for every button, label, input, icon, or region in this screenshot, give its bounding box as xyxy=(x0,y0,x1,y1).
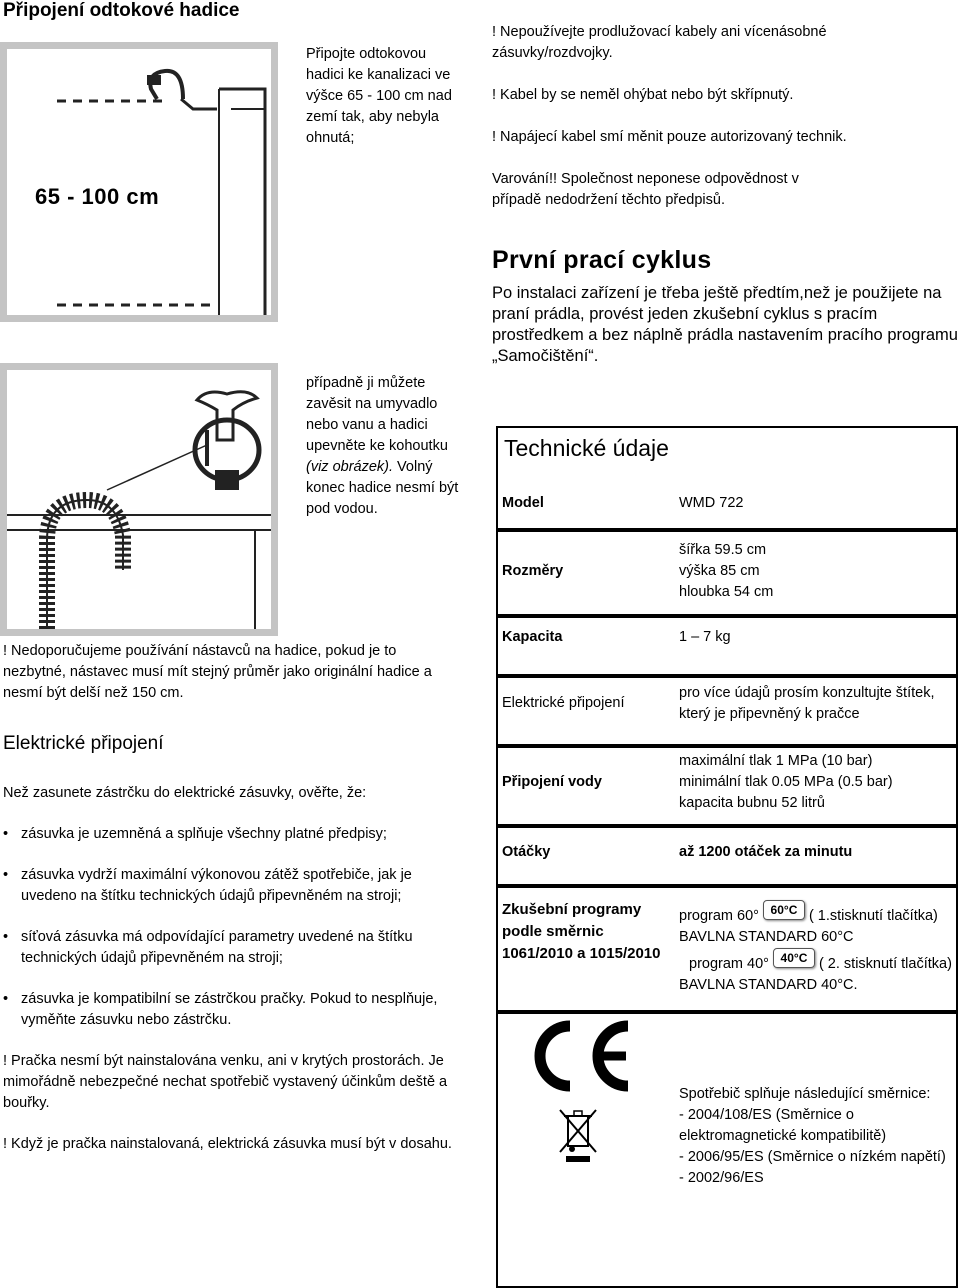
electrical-heading: Elektrické připojení xyxy=(3,733,164,754)
page-title: Připojení odtokové hadice xyxy=(3,0,240,21)
directive-emc: - 2004/108/ES (Směrnice o elektromagnetické kompatibilitě) xyxy=(679,1107,887,1144)
dims-values xyxy=(679,540,773,603)
tech-heading: Technické údaje xyxy=(504,435,669,461)
temp-40-icon: 40°C xyxy=(773,948,815,968)
test-programs xyxy=(679,903,954,996)
program-60-label: program 60° xyxy=(679,908,759,924)
directive-weee: - 2002/96/ES xyxy=(679,1170,764,1186)
hose-faucet-illustration xyxy=(7,370,271,629)
directive-lvd: - 2006/95/ES (Směrnice o nízkém napětí) xyxy=(679,1149,946,1165)
directives-intro: Spotřebič splňuje následující směrnice: xyxy=(679,1086,931,1102)
program-60-press: ( 1.stisknutí tlačítka) xyxy=(808,908,938,924)
checklist-item: • zásuvka vydrží maximální výkonovou zátěž spotřebiče, jak je uvedeno na štítku technických údajů připevněném na stroji; xyxy=(3,865,463,907)
tech-table xyxy=(496,426,958,1286)
ce-mark-graphic xyxy=(516,1018,636,1094)
checklist-item: • zásuvka je uzemněná a splňuje všechny platné předpisy; xyxy=(3,824,463,845)
first-cycle-heading: První prací cyklus xyxy=(492,246,712,274)
hose-instruction-2 xyxy=(306,373,466,520)
warning-item: ! Kabel by se neměl ohýbat nebo být skřípnutý. xyxy=(492,87,794,103)
spin-label: Otáčky xyxy=(502,844,551,860)
model-label: Model xyxy=(502,495,544,511)
capacity-value: 1 – 7 kg xyxy=(679,629,731,645)
elec-label: Elektrické připojení xyxy=(502,695,625,711)
warning-item: ! Napájecí kabel smí měnit pouze autorizovaný technik. xyxy=(492,129,847,145)
hose-instruction-2-ref: (viz obrázek). xyxy=(306,459,394,475)
water-label: Připojení vody xyxy=(502,774,602,790)
program-40-name: BAVLNA STANDARD 40°C. xyxy=(679,977,858,993)
weee-bin-icon xyxy=(558,1106,598,1171)
outdoor-warning: ! Pračka nesmí být nainstalována venku, ani v krytých prostorách. Je mimořádně nebezpečné nechat spotřebič vystavený účinkům deště a bouřky. xyxy=(3,1053,448,1111)
dims-width: šířka 59.5 cm xyxy=(679,542,767,558)
spin-value: až 1200 otáček za minutu xyxy=(679,844,853,860)
adapter-warning: ! Nedoporučujeme používání nástavců na hadice, pokud je to nezbytné, nástavec musí mít stejný průměr jako originální hadice a nesmí být delší než 150 cm. xyxy=(3,643,432,701)
electrical-intro: Než zasunete zástrčku do elektrické zásuvky, ověřte, že: xyxy=(3,785,367,801)
directives xyxy=(679,1084,949,1189)
first-cycle-text: Po instalaci zařízení je třeba ještě předtím,než je použijete na praní prádla, provést jeden zkušební cyklus s pracím prostředkem a bez náplně prádla nastavením pracího programu „Samočištění“. xyxy=(492,284,958,365)
dims-depth: hloubka 54 cm xyxy=(679,584,774,600)
disclaimer: Varování!! Společnost neponese odpovědnost v případě nedodržení těchto předpisů. xyxy=(492,171,799,208)
dims-height: výška 85 cm xyxy=(679,563,760,579)
electrical-checklist xyxy=(3,824,463,1051)
warning-item: ! Nepoužívejte prodlužovací kabely ani vícenásobné zásuvky/rozdvojky. xyxy=(492,24,827,61)
program-60 xyxy=(679,903,954,927)
program-60-name: BAVLNA STANDARD 60°C xyxy=(679,929,854,945)
ce-mark-icon xyxy=(516,1018,636,1101)
checklist-item: • síťová zásuvka má odpovídající parametry uvedené na štítku technických údajů připevněném na stroji; xyxy=(3,927,463,969)
drum-capacity: kapacita bubnu 52 litrů xyxy=(679,795,825,811)
water-max-pressure: maximální tlak 1 MPa (10 bar) xyxy=(679,753,873,769)
checklist-item: • zásuvka je kompatibilní se zástrčkou pračky. Pokud to nesplňuje, vyměňte zásuvku nebo zástrčku. xyxy=(3,989,463,1031)
water-values xyxy=(679,751,893,814)
water-min-pressure: minimální tlak 0.05 MPa (0.5 bar) xyxy=(679,774,893,790)
drain-height-illustration xyxy=(7,49,271,315)
hose-faucet-figure xyxy=(0,363,278,636)
height-label: 65 - 100 cm xyxy=(35,184,160,209)
weee-bin-graphic xyxy=(558,1106,598,1164)
reach-warning: ! Když je pračka nainstalovaná, elektrická zásuvka musí být v dosahu. xyxy=(3,1136,452,1152)
test-label: Zkušební programy podle směrnic 1061/2010 a 1015/2010 xyxy=(502,901,661,962)
dims-label: Rozměry xyxy=(502,563,564,579)
elec-value: pro více údajů prosím konzultujte štítek, který je připevněný k pračce xyxy=(679,685,935,722)
program-40 xyxy=(679,951,954,975)
model-value: WMD 722 xyxy=(679,495,744,511)
drain-height-figure xyxy=(0,42,278,322)
program-40-label: program 40° xyxy=(689,956,769,972)
warning-list xyxy=(492,22,852,211)
capacity-label: Kapacita xyxy=(502,629,563,645)
temp-60-icon: 60°C xyxy=(763,900,805,920)
hose-instruction-1: Připojte odtokovou hadici ke kanalizaci ve výšce 65 - 100 cm nad zemí tak, aby nebyla ohnutá; xyxy=(306,46,452,146)
hose-instruction-2-end: Volný konec hadice nesmí být pod vodou. xyxy=(306,459,459,517)
hose-instruction-2-main: případně ji můžete zavěsit na umyvadlo nebo vanu a hadici upevněte ke kohoutku xyxy=(306,375,448,454)
program-40-press: ( 2. stisknutí tlačítka) xyxy=(818,956,952,972)
